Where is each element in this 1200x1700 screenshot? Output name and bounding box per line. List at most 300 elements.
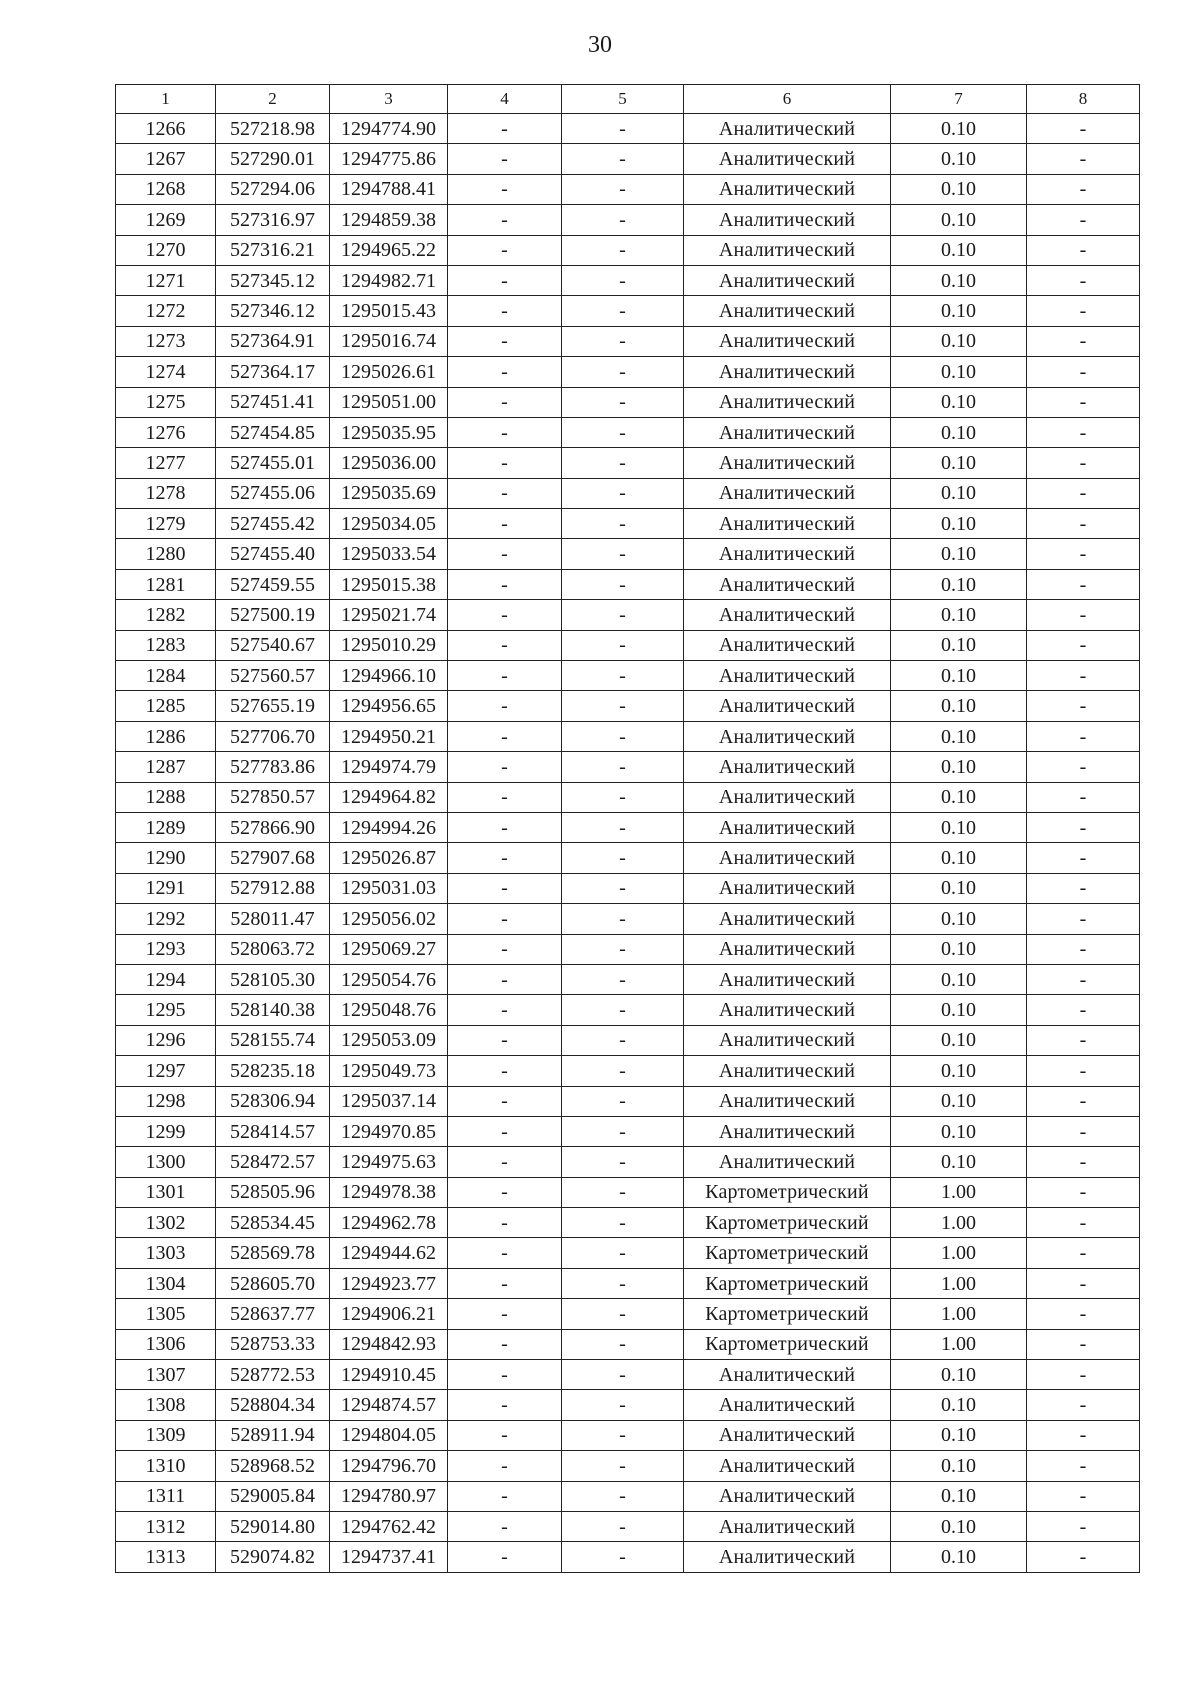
method-cell: Аналитический	[684, 873, 891, 903]
y-coordinate-cell: 1295036.00	[330, 448, 448, 478]
y-coordinate-cell: 1295015.43	[330, 296, 448, 326]
col-4-cell: -	[448, 1116, 562, 1146]
col-4-cell: -	[448, 1147, 562, 1177]
method-cell: Аналитический	[684, 1116, 891, 1146]
table-row	[116, 1451, 1140, 1481]
x-coordinate-cell: 528804.34	[216, 1390, 330, 1420]
table-row	[116, 144, 1140, 174]
table-row	[116, 265, 1140, 295]
x-coordinate-cell: 528968.52	[216, 1451, 330, 1481]
col-4-cell: -	[448, 387, 562, 417]
col-8-cell: -	[1027, 387, 1140, 417]
method-cell: Аналитический	[684, 235, 891, 265]
y-coordinate-cell: 1294964.82	[330, 782, 448, 812]
point-number-cell: 1282	[116, 600, 216, 630]
col-5-cell: -	[562, 721, 684, 751]
method-cell: Картометрический	[684, 1208, 891, 1238]
column-header-6: 6	[684, 85, 891, 114]
table-row	[116, 600, 1140, 630]
point-number-cell: 1304	[116, 1268, 216, 1298]
col-8-cell: -	[1027, 174, 1140, 204]
y-coordinate-cell: 1295033.54	[330, 539, 448, 569]
col-4-cell: -	[448, 721, 562, 751]
precision-cell: 1.00	[891, 1208, 1027, 1238]
precision-cell: 0.10	[891, 1056, 1027, 1086]
column-header-4: 4	[448, 85, 562, 114]
col-4-cell: -	[448, 1451, 562, 1481]
precision-cell: 0.10	[891, 873, 1027, 903]
col-4-cell: -	[448, 691, 562, 721]
method-cell: Картометрический	[684, 1299, 891, 1329]
col-4-cell: -	[448, 782, 562, 812]
method-cell: Аналитический	[684, 1481, 891, 1511]
y-coordinate-cell: 1295056.02	[330, 904, 448, 934]
col-4-cell: -	[448, 417, 562, 447]
col-5-cell: -	[562, 1238, 684, 1268]
point-number-cell: 1308	[116, 1390, 216, 1420]
x-coordinate-cell: 527316.21	[216, 235, 330, 265]
y-coordinate-cell: 1295016.74	[330, 326, 448, 356]
method-cell: Аналитический	[684, 539, 891, 569]
col-4-cell: -	[448, 1360, 562, 1390]
y-coordinate-cell: 1294910.45	[330, 1360, 448, 1390]
col-5-cell: -	[562, 964, 684, 994]
col-4-cell: -	[448, 661, 562, 691]
col-5-cell: -	[562, 357, 684, 387]
col-5-cell: -	[562, 691, 684, 721]
x-coordinate-cell: 527364.91	[216, 326, 330, 356]
col-4-cell: -	[448, 873, 562, 903]
col-8-cell: -	[1027, 235, 1140, 265]
col-5-cell: -	[562, 1481, 684, 1511]
y-coordinate-cell: 1294775.86	[330, 144, 448, 174]
method-cell: Аналитический	[684, 630, 891, 660]
point-number-cell: 1295	[116, 995, 216, 1025]
col-8-cell: -	[1027, 782, 1140, 812]
page-number: 30	[588, 32, 612, 58]
method-cell: Картометрический	[684, 1329, 891, 1359]
col-5-cell: -	[562, 661, 684, 691]
col-8-cell: -	[1027, 873, 1140, 903]
method-cell: Аналитический	[684, 782, 891, 812]
y-coordinate-cell: 1295015.38	[330, 569, 448, 599]
table-row	[116, 843, 1140, 873]
method-cell: Аналитический	[684, 265, 891, 295]
y-coordinate-cell: 1295026.61	[330, 357, 448, 387]
x-coordinate-cell: 527294.06	[216, 174, 330, 204]
point-number-cell: 1280	[116, 539, 216, 569]
y-coordinate-cell: 1294965.22	[330, 235, 448, 265]
col-5-cell: -	[562, 630, 684, 660]
x-coordinate-cell: 527540.67	[216, 630, 330, 660]
method-cell: Аналитический	[684, 1056, 891, 1086]
point-number-cell: 1313	[116, 1542, 216, 1572]
point-number-cell: 1306	[116, 1329, 216, 1359]
table-row	[116, 569, 1140, 599]
x-coordinate-cell: 528505.96	[216, 1177, 330, 1207]
precision-cell: 0.10	[891, 1390, 1027, 1420]
point-number-cell: 1296	[116, 1025, 216, 1055]
method-cell: Аналитический	[684, 843, 891, 873]
point-number-cell: 1283	[116, 630, 216, 660]
precision-cell: 0.10	[891, 600, 1027, 630]
table-header	[116, 85, 1140, 114]
precision-cell: 0.10	[891, 448, 1027, 478]
col-8-cell: -	[1027, 812, 1140, 842]
col-5-cell: -	[562, 812, 684, 842]
col-4-cell: -	[448, 509, 562, 539]
y-coordinate-cell: 1294796.70	[330, 1451, 448, 1481]
precision-cell: 0.10	[891, 569, 1027, 599]
col-4-cell: -	[448, 296, 562, 326]
point-number-cell: 1278	[116, 478, 216, 508]
col-5-cell: -	[562, 235, 684, 265]
table-row	[116, 995, 1140, 1025]
x-coordinate-cell: 528414.57	[216, 1116, 330, 1146]
table-row	[116, 417, 1140, 447]
point-number-cell: 1281	[116, 569, 216, 599]
table-row	[116, 782, 1140, 812]
table-row	[116, 114, 1140, 144]
col-8-cell: -	[1027, 448, 1140, 478]
method-cell: Аналитический	[684, 1542, 891, 1572]
y-coordinate-cell: 1294994.26	[330, 812, 448, 842]
precision-cell: 0.10	[891, 1116, 1027, 1146]
precision-cell: 0.10	[891, 1542, 1027, 1572]
col-4-cell: -	[448, 1329, 562, 1359]
y-coordinate-cell: 1295048.76	[330, 995, 448, 1025]
y-coordinate-cell: 1294956.65	[330, 691, 448, 721]
y-coordinate-cell: 1294774.90	[330, 114, 448, 144]
col-5-cell: -	[562, 265, 684, 295]
y-coordinate-cell: 1294950.21	[330, 721, 448, 751]
precision-cell: 0.10	[891, 357, 1027, 387]
col-5-cell: -	[562, 1299, 684, 1329]
precision-cell: 0.10	[891, 782, 1027, 812]
col-8-cell: -	[1027, 417, 1140, 447]
x-coordinate-cell: 527290.01	[216, 144, 330, 174]
method-cell: Аналитический	[684, 1420, 891, 1450]
col-8-cell: -	[1027, 1481, 1140, 1511]
col-8-cell: -	[1027, 1238, 1140, 1268]
x-coordinate-cell: 528911.94	[216, 1420, 330, 1450]
x-coordinate-cell: 527455.42	[216, 509, 330, 539]
col-5-cell: -	[562, 1268, 684, 1298]
col-5-cell: -	[562, 1086, 684, 1116]
precision-cell: 0.10	[891, 235, 1027, 265]
col-5-cell: -	[562, 417, 684, 447]
column-header-8: 8	[1027, 85, 1140, 114]
table-row	[116, 1025, 1140, 1055]
col-5-cell: -	[562, 873, 684, 903]
col-4-cell: -	[448, 448, 562, 478]
col-4-cell: -	[448, 265, 562, 295]
col-8-cell: -	[1027, 265, 1140, 295]
table-row	[116, 357, 1140, 387]
method-cell: Аналитический	[684, 114, 891, 144]
col-4-cell: -	[448, 326, 562, 356]
table-row	[116, 630, 1140, 660]
col-4-cell: -	[448, 357, 562, 387]
y-coordinate-cell: 1295026.87	[330, 843, 448, 873]
method-cell: Аналитический	[684, 661, 891, 691]
table-row	[116, 1360, 1140, 1390]
point-number-cell: 1312	[116, 1511, 216, 1541]
table-row	[116, 1238, 1140, 1268]
col-5-cell: -	[562, 782, 684, 812]
y-coordinate-cell: 1295053.09	[330, 1025, 448, 1055]
point-number-cell: 1277	[116, 448, 216, 478]
table-row	[116, 1542, 1140, 1572]
x-coordinate-cell: 527850.57	[216, 782, 330, 812]
col-8-cell: -	[1027, 1360, 1140, 1390]
x-coordinate-cell: 528772.53	[216, 1360, 330, 1390]
x-coordinate-cell: 527364.17	[216, 357, 330, 387]
col-5-cell: -	[562, 1116, 684, 1146]
x-coordinate-cell: 528534.45	[216, 1208, 330, 1238]
y-coordinate-cell: 1295010.29	[330, 630, 448, 660]
col-5-cell: -	[562, 569, 684, 599]
method-cell: Аналитический	[684, 205, 891, 235]
col-8-cell: -	[1027, 569, 1140, 599]
point-number-cell: 1299	[116, 1116, 216, 1146]
col-4-cell: -	[448, 569, 562, 599]
precision-cell: 0.10	[891, 934, 1027, 964]
col-5-cell: -	[562, 1360, 684, 1390]
method-cell: Аналитический	[684, 934, 891, 964]
point-number-cell: 1271	[116, 265, 216, 295]
col-4-cell: -	[448, 630, 562, 660]
y-coordinate-cell: 1294737.41	[330, 1542, 448, 1572]
table-row	[116, 539, 1140, 569]
header-row	[116, 85, 1140, 114]
x-coordinate-cell: 527218.98	[216, 114, 330, 144]
coordinates-table	[115, 84, 1140, 1573]
table-row	[116, 1177, 1140, 1207]
precision-cell: 0.10	[891, 326, 1027, 356]
col-8-cell: -	[1027, 114, 1140, 144]
point-number-cell: 1301	[116, 1177, 216, 1207]
precision-cell: 0.10	[891, 1086, 1027, 1116]
col-4-cell: -	[448, 205, 562, 235]
point-number-cell: 1309	[116, 1420, 216, 1450]
table-row	[116, 691, 1140, 721]
point-number-cell: 1311	[116, 1481, 216, 1511]
col-8-cell: -	[1027, 904, 1140, 934]
col-4-cell: -	[448, 600, 562, 630]
col-5-cell: -	[562, 1511, 684, 1541]
x-coordinate-cell: 527783.86	[216, 752, 330, 782]
col-8-cell: -	[1027, 1329, 1140, 1359]
x-coordinate-cell: 527907.68	[216, 843, 330, 873]
col-8-cell: -	[1027, 1451, 1140, 1481]
precision-cell: 0.10	[891, 904, 1027, 934]
precision-cell: 0.10	[891, 964, 1027, 994]
method-cell: Картометрический	[684, 1177, 891, 1207]
x-coordinate-cell: 527346.12	[216, 296, 330, 326]
x-coordinate-cell: 527560.57	[216, 661, 330, 691]
col-4-cell: -	[448, 539, 562, 569]
col-8-cell: -	[1027, 1268, 1140, 1298]
col-4-cell: -	[448, 752, 562, 782]
col-8-cell: -	[1027, 296, 1140, 326]
point-number-cell: 1307	[116, 1360, 216, 1390]
precision-cell: 0.10	[891, 144, 1027, 174]
table-row	[116, 205, 1140, 235]
point-number-cell: 1266	[116, 114, 216, 144]
table-row	[116, 1056, 1140, 1086]
y-coordinate-cell: 1294970.85	[330, 1116, 448, 1146]
col-4-cell: -	[448, 1056, 562, 1086]
y-coordinate-cell: 1295035.69	[330, 478, 448, 508]
x-coordinate-cell: 527455.01	[216, 448, 330, 478]
point-number-cell: 1291	[116, 873, 216, 903]
table-row	[116, 509, 1140, 539]
x-coordinate-cell: 527912.88	[216, 873, 330, 903]
method-cell: Аналитический	[684, 509, 891, 539]
method-cell: Аналитический	[684, 1025, 891, 1055]
table-row	[116, 387, 1140, 417]
y-coordinate-cell: 1294762.42	[330, 1511, 448, 1541]
y-coordinate-cell: 1294962.78	[330, 1208, 448, 1238]
method-cell: Аналитический	[684, 326, 891, 356]
x-coordinate-cell: 527316.97	[216, 205, 330, 235]
precision-cell: 0.10	[891, 1360, 1027, 1390]
col-4-cell: -	[448, 934, 562, 964]
x-coordinate-cell: 527345.12	[216, 265, 330, 295]
col-4-cell: -	[448, 995, 562, 1025]
method-cell: Аналитический	[684, 478, 891, 508]
method-cell: Аналитический	[684, 448, 891, 478]
col-8-cell: -	[1027, 934, 1140, 964]
point-number-cell: 1305	[116, 1299, 216, 1329]
x-coordinate-cell: 527459.55	[216, 569, 330, 599]
point-number-cell: 1272	[116, 296, 216, 326]
x-coordinate-cell: 527455.40	[216, 539, 330, 569]
y-coordinate-cell: 1295031.03	[330, 873, 448, 903]
x-coordinate-cell: 527500.19	[216, 600, 330, 630]
point-number-cell: 1276	[116, 417, 216, 447]
table-row	[116, 873, 1140, 903]
x-coordinate-cell: 528605.70	[216, 1268, 330, 1298]
table-row	[116, 904, 1140, 934]
col-8-cell: -	[1027, 326, 1140, 356]
col-5-cell: -	[562, 174, 684, 204]
column-header-7: 7	[891, 85, 1027, 114]
col-4-cell: -	[448, 1511, 562, 1541]
method-cell: Аналитический	[684, 1360, 891, 1390]
col-8-cell: -	[1027, 539, 1140, 569]
col-8-cell: -	[1027, 144, 1140, 174]
point-number-cell: 1293	[116, 934, 216, 964]
table-row	[116, 1268, 1140, 1298]
y-coordinate-cell: 1294788.41	[330, 174, 448, 204]
point-number-cell: 1269	[116, 205, 216, 235]
x-coordinate-cell: 527655.19	[216, 691, 330, 721]
precision-cell: 0.10	[891, 296, 1027, 326]
col-8-cell: -	[1027, 357, 1140, 387]
method-cell: Аналитический	[684, 904, 891, 934]
point-number-cell: 1274	[116, 357, 216, 387]
precision-cell: 1.00	[891, 1268, 1027, 1298]
table-row	[116, 326, 1140, 356]
col-5-cell: -	[562, 114, 684, 144]
col-8-cell: -	[1027, 843, 1140, 873]
col-8-cell: -	[1027, 964, 1140, 994]
col-8-cell: -	[1027, 1390, 1140, 1420]
precision-cell: 0.10	[891, 114, 1027, 144]
x-coordinate-cell: 527451.41	[216, 387, 330, 417]
precision-cell: 0.10	[891, 1511, 1027, 1541]
col-8-cell: -	[1027, 1025, 1140, 1055]
col-5-cell: -	[562, 1025, 684, 1055]
table-row	[116, 1481, 1140, 1511]
col-8-cell: -	[1027, 661, 1140, 691]
precision-cell: 0.10	[891, 812, 1027, 842]
method-cell: Аналитический	[684, 296, 891, 326]
point-number-cell: 1289	[116, 812, 216, 842]
x-coordinate-cell: 528105.30	[216, 964, 330, 994]
y-coordinate-cell: 1294944.62	[330, 1238, 448, 1268]
precision-cell: 1.00	[891, 1238, 1027, 1268]
point-number-cell: 1279	[116, 509, 216, 539]
method-cell: Аналитический	[684, 600, 891, 630]
column-header-3: 3	[330, 85, 448, 114]
precision-cell: 0.10	[891, 509, 1027, 539]
table-row	[116, 721, 1140, 751]
method-cell: Аналитический	[684, 1511, 891, 1541]
col-5-cell: -	[562, 843, 684, 873]
col-8-cell: -	[1027, 1299, 1140, 1329]
table-row	[116, 1208, 1140, 1238]
point-number-cell: 1294	[116, 964, 216, 994]
precision-cell: 0.10	[891, 1420, 1027, 1450]
col-5-cell: -	[562, 144, 684, 174]
col-5-cell: -	[562, 509, 684, 539]
col-4-cell: -	[448, 1420, 562, 1450]
precision-cell: 1.00	[891, 1299, 1027, 1329]
point-number-cell: 1302	[116, 1208, 216, 1238]
y-coordinate-cell: 1295049.73	[330, 1056, 448, 1086]
method-cell: Картометрический	[684, 1268, 891, 1298]
col-8-cell: -	[1027, 630, 1140, 660]
table-body	[116, 114, 1140, 1573]
point-number-cell: 1290	[116, 843, 216, 873]
method-cell: Аналитический	[684, 174, 891, 204]
x-coordinate-cell: 529005.84	[216, 1481, 330, 1511]
col-4-cell: -	[448, 1481, 562, 1511]
point-number-cell: 1284	[116, 661, 216, 691]
point-number-cell: 1297	[116, 1056, 216, 1086]
col-5-cell: -	[562, 448, 684, 478]
precision-cell: 0.10	[891, 205, 1027, 235]
precision-cell: 0.10	[891, 995, 1027, 1025]
y-coordinate-cell: 1294906.21	[330, 1299, 448, 1329]
method-cell: Аналитический	[684, 569, 891, 599]
x-coordinate-cell: 529014.80	[216, 1511, 330, 1541]
y-coordinate-cell: 1295069.27	[330, 934, 448, 964]
point-number-cell: 1303	[116, 1238, 216, 1268]
y-coordinate-cell: 1294974.79	[330, 752, 448, 782]
col-8-cell: -	[1027, 1542, 1140, 1572]
col-8-cell: -	[1027, 1208, 1140, 1238]
table-row	[116, 478, 1140, 508]
x-coordinate-cell: 528235.18	[216, 1056, 330, 1086]
col-8-cell: -	[1027, 691, 1140, 721]
col-8-cell: -	[1027, 721, 1140, 751]
col-5-cell: -	[562, 934, 684, 964]
precision-cell: 0.10	[891, 478, 1027, 508]
